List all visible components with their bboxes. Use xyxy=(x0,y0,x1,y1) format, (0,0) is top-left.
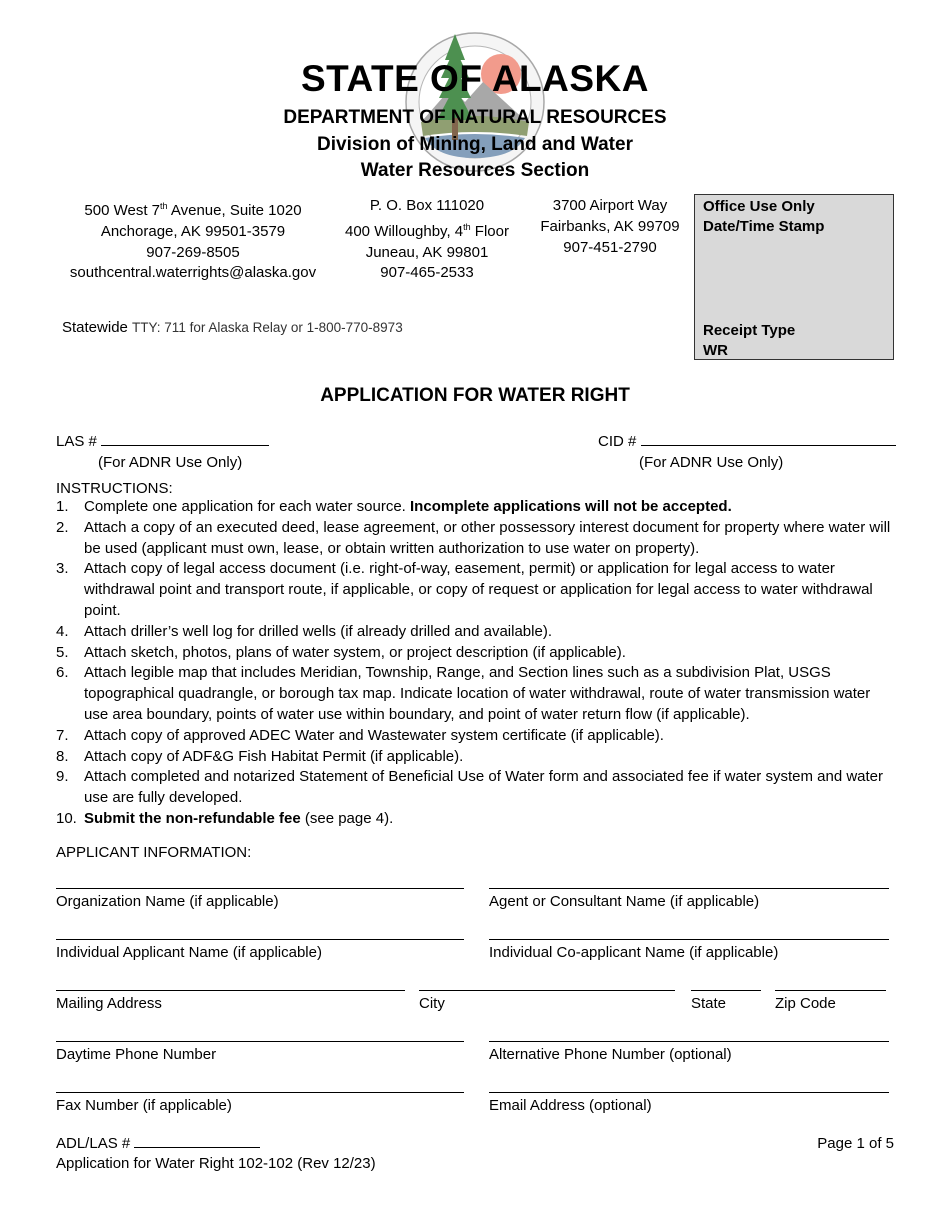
juneau-office-address: P. O. Box 111020 400 Willoughby, 4th Floor Juneau, AK 99801 907-465-2533 xyxy=(345,197,509,282)
list-item: 7. Attach copy of approved ADEC Water and Wastewater system certificate (if applicable). xyxy=(56,726,664,744)
alternative-phone-input[interactable] xyxy=(489,1041,889,1042)
list-item: 6. Attach legible map that includes Meridian, Township, Range, and Section lines such as a subdivision Plat, USGS topographical quadrangle, or borough tax map. Indicate location of water withdrawal, route of water transmission water use area boundary, points of water use within boundary, and point of water return flow (if applicable). xyxy=(56,664,871,723)
cid-note: (For ADNR Use Only) xyxy=(639,454,784,471)
coapplicant-label: Individual Co-applicant Name (if applicable) xyxy=(489,944,779,961)
fax-number-label: Fax Number (if applicable) xyxy=(56,1097,232,1114)
division-title: Division of Mining, Land and Water xyxy=(317,134,633,155)
coapplicant-input[interactable] xyxy=(489,939,889,940)
fax-number-input[interactable] xyxy=(56,1092,464,1093)
list-item: 10. Submit the non-refundable fee (see page 4). xyxy=(56,809,394,827)
adl-las-number-field[interactable]: ADL/LAS # xyxy=(56,1133,260,1154)
list-item: 8. Attach copy of ADF&G Fish Habitat Permit (if applicable). xyxy=(56,747,464,765)
agent-name-input[interactable] xyxy=(489,888,889,889)
statewide-tty: Statewide TTY: 711 for Alaska Relay or 1-800-770-8973 xyxy=(62,319,403,336)
list-item: 1. Complete one application for each water source. Incomplete applications will not be accepted. xyxy=(56,498,732,515)
anchorage-email: southcentral.waterrights@alaska.gov xyxy=(69,264,317,282)
list-item: 2. Attach a copy of an executed deed, lease agreement, or other possessory interest document for property where water will be used (applicant must own, lease, or obtain written authorization to use water on property). xyxy=(56,518,891,557)
department-title: DEPARTMENT OF NATURAL RESOURCES xyxy=(283,107,667,128)
state-title: STATE OF ALASKA xyxy=(300,58,649,99)
cid-number-blank[interactable] xyxy=(641,431,896,446)
list-item: 5. Attach sketch, photos, plans of water system, or project description (if applicable). xyxy=(56,643,626,661)
las-number-field[interactable]: LAS # xyxy=(56,431,269,452)
anchorage-office-address: 500 West 7th Avenue, Suite 1020 Anchorage, AK 99501-3579 907-269-8505 southcentral.waterrights@alaska.gov xyxy=(48,196,338,284)
organization-name-input[interactable] xyxy=(56,888,464,889)
state-input[interactable] xyxy=(691,990,761,991)
adl-las-number-blank[interactable] xyxy=(134,1133,260,1148)
daytime-phone-input[interactable] xyxy=(56,1041,464,1042)
application-title: APPLICATION FOR WATER RIGHT xyxy=(320,385,630,406)
individual-applicant-label: Individual Applicant Name (if applicable) xyxy=(56,944,322,961)
form-id: Application for Water Right 102-102 (Rev 12/23) xyxy=(56,1155,376,1172)
mailing-address-input[interactable] xyxy=(56,990,405,991)
email-address-input[interactable] xyxy=(489,1092,889,1093)
section-title: Water Resources Section xyxy=(360,160,590,181)
cid-number-field[interactable]: CID # xyxy=(598,431,896,452)
applicant-info-heading: APPLICANT INFORMATION: xyxy=(56,844,252,861)
individual-applicant-input[interactable] xyxy=(56,939,464,940)
daytime-phone-label: Daytime Phone Number xyxy=(56,1046,217,1063)
instructions-list xyxy=(56,497,896,830)
las-number-blank[interactable] xyxy=(101,431,269,446)
city-label: City xyxy=(419,995,445,1012)
email-address-label: Email Address (optional) xyxy=(489,1097,652,1114)
list-item: 9. Attach completed and notarized Statement of Beneficial Use of Water form and associated fee if water system and water use are fully developed. xyxy=(56,768,884,807)
city-input[interactable] xyxy=(419,990,675,991)
receipt-type: Receipt Type WR xyxy=(703,322,796,359)
zip-code-input[interactable] xyxy=(775,990,886,991)
page-number: Page 1 of 5 xyxy=(817,1135,894,1152)
instructions-heading: INSTRUCTIONS: xyxy=(56,480,173,497)
fairbanks-office-address: 3700 Airport Way Fairbanks, AK 99709 907-451-2790 xyxy=(540,197,680,256)
las-note: (For ADNR Use Only) xyxy=(98,454,243,471)
organization-name-label: Organization Name (if applicable) xyxy=(56,893,279,910)
office-use-box: Office Use Only Date/Time Stamp Receipt Type WR xyxy=(694,194,894,360)
list-item: 3. Attach copy of legal access document (i.e. right-of-way, easement, permit) or application for legal access to water withdrawal point and transport route, if applicable, or copy of request or application for legal access to water withdrawal point. xyxy=(56,560,873,619)
agent-name-label: Agent or Consultant Name (if applicable) xyxy=(489,893,760,910)
state-label: State xyxy=(691,995,727,1012)
zip-code-label: Zip Code xyxy=(775,995,836,1012)
alternative-phone-label: Alternative Phone Number (optional) xyxy=(489,1046,732,1063)
mailing-address-label: Mailing Address xyxy=(56,995,162,1012)
list-item: 4. Attach driller’s well log for drilled wells (if already drilled and available). xyxy=(56,622,552,640)
